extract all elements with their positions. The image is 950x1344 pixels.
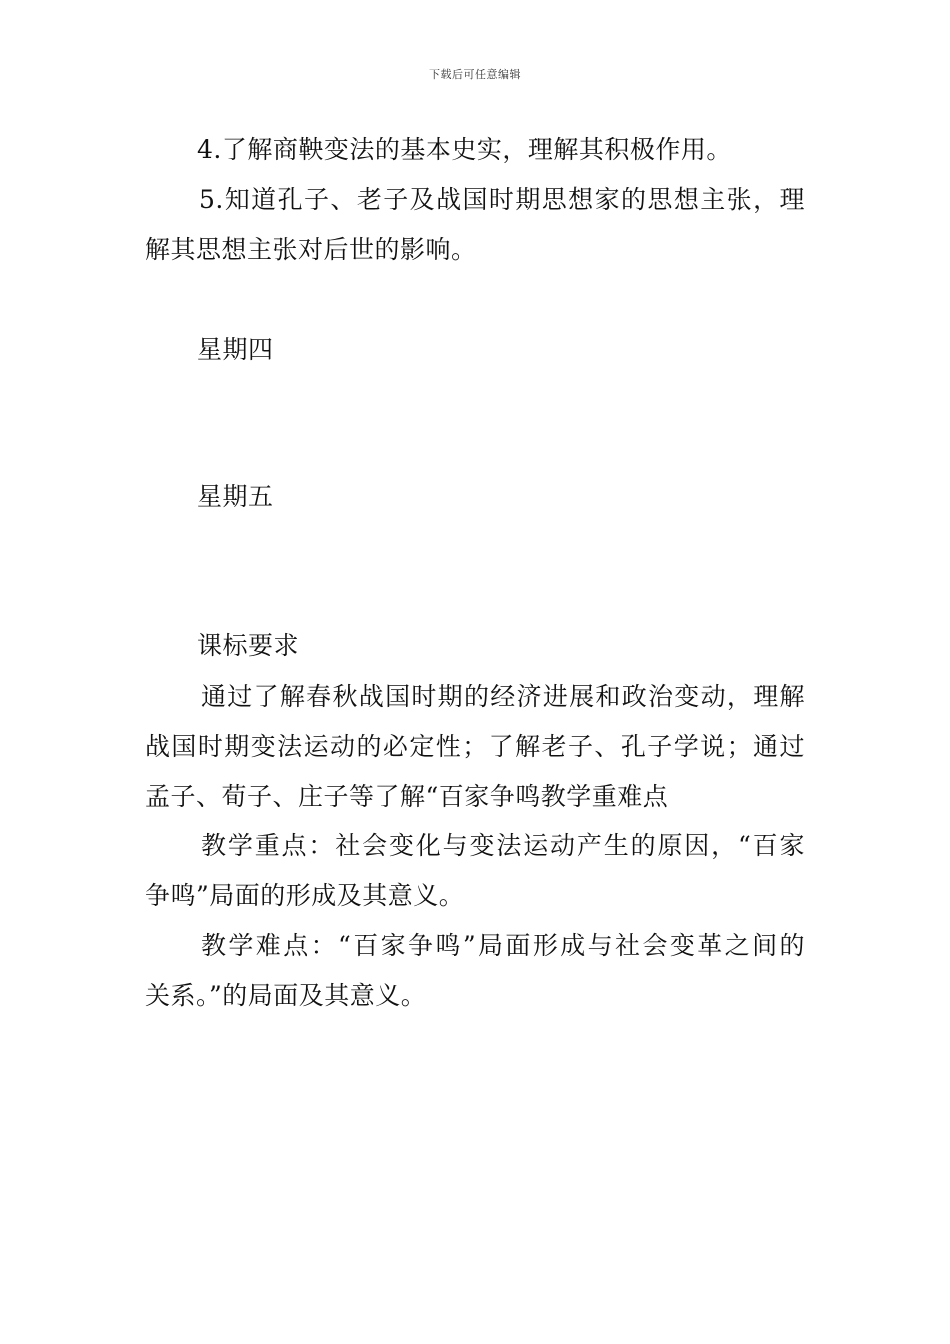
difficult-points-line-2: 关系。”的局面及其意义。 [145, 981, 427, 1010]
day-heading-thursday: 星期四 [197, 335, 274, 364]
objective-item-5-line-1: 5.知道孔子、老子及战国时期思想家的思想主张，理 [199, 185, 805, 214]
objective-item-4: 4.了解商鞅变法的基本史实，理解其积极作用。 [197, 135, 732, 164]
standards-paragraph-line-3: 孟子、荀子、庄子等了解“百家争鸣教学重难点 [145, 782, 669, 811]
difficult-points-line-1: 教学难点：“百家争鸣”局面形成与社会变革之间的 [201, 931, 805, 960]
day-heading-friday: 星期五 [197, 482, 274, 511]
standards-paragraph-line-1: 通过了解春秋战国时期的经济进展和政治变动，理解 [201, 682, 805, 711]
standards-heading: 课标要求 [197, 631, 300, 660]
key-points-line-2: 争鸣”局面的形成及其意义。 [145, 881, 465, 910]
objective-item-5-line-2: 解其思想主张对后世的影响。 [145, 235, 477, 264]
key-points-line-1: 教学重点：社会变化与变法运动产生的原因，“百家 [201, 831, 805, 860]
page-header: 下载后可任意编辑 [429, 68, 521, 81]
standards-paragraph-line-2: 战国时期变法运动的必定性；了解老子、孔子学说；通过 [145, 732, 805, 761]
